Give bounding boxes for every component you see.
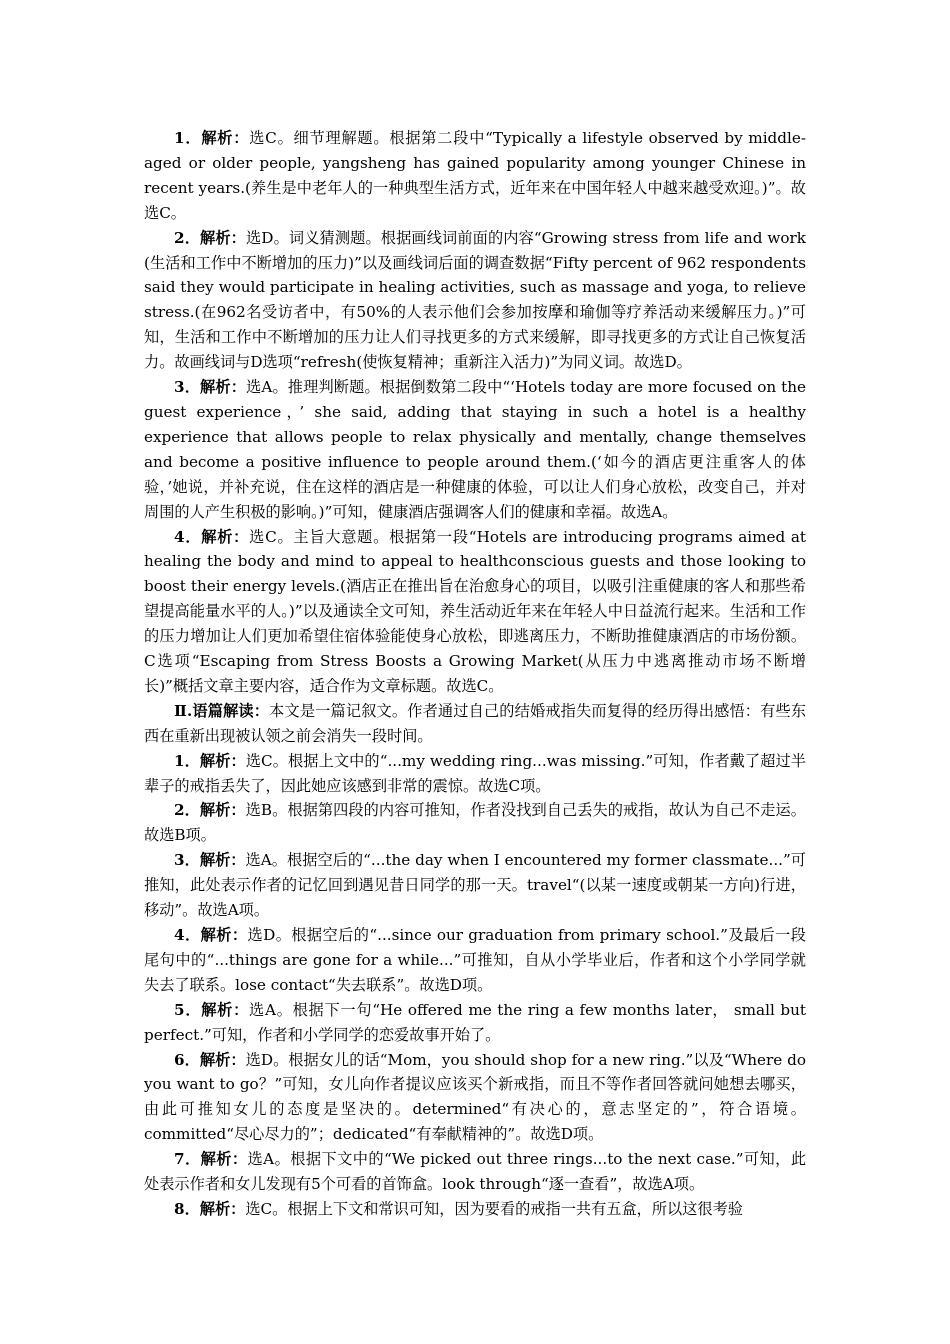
answer-label: 2．解析： <box>174 228 246 247</box>
answer-paragraph-3 <box>144 375 806 524</box>
answer-text: 选A。根据下一句“He offered me the ring a few months later， small but perfect.”可知，作者和小学同学的恋爱故事开始了。 <box>144 1000 806 1044</box>
answer-paragraph-10 <box>144 1048 806 1148</box>
answer-paragraph-1 <box>144 126 806 226</box>
section-label: Ⅱ.语篇解读： <box>174 701 270 720</box>
answer-label: 1．解析： <box>174 129 250 147</box>
answer-paragraph-8 <box>144 923 806 998</box>
summary-text: 本文是一篇记叙文。作者通过自己的结婚戒指失而复得的经历得出感悟：有些东西在重新出现被认领之前会消失一段时间。 <box>144 701 806 745</box>
answer-paragraph-7 <box>144 848 806 923</box>
answer-label: 2．解析： <box>174 801 246 820</box>
answer-label: 1．解析： <box>174 751 246 770</box>
answer-label: 7．解析： <box>174 1150 248 1169</box>
answer-paragraph-6 <box>144 798 806 848</box>
answer-label: 8．解析： <box>174 1199 246 1218</box>
answer-paragraph-5 <box>144 749 806 799</box>
answer-text: 选C。细节理解题。根据第二段中“Typically a lifestyle observed by middle-aged or older people, yangsheng has gained popularity among younger Chinese in recent years.(养生是中老年人的一种典型生活方式，近年来在中国年轻人中越来越受欢迎。)”。故选C。 <box>144 129 806 222</box>
answer-label: 3．解析： <box>174 851 246 870</box>
answer-text: 选D。词义猜测题。根据画线词前面的内容“Growing stress from life and work (生活和工作中不断增加的压力)”以及画线词后面的调查数据“Fifty percent of 962 respondents said they would participate in healing activities, such as massage and yoga, to relieve stress.(在962名受访者中，有50%的人表示他们会参加按摩和瑜伽等疗养活动来缓解压力。)”可知，生活和工作中不断增加的压力让人们寻找更多的方式来缓解，即寻找更多的方式让自己恢复活力。故画线词与D选项“refresh(使恢复精神；重新注入活力)”为同义词。故选D。 <box>144 228 806 372</box>
answer-text: 选C。根据上下文和常识可知，因为要看的戒指一共有五盒，所以这很考验 <box>245 1199 743 1218</box>
answer-label: 5．解析： <box>174 1000 250 1019</box>
answer-label: 3．解析： <box>174 378 247 397</box>
answer-label: 6．解析： <box>174 1050 246 1069</box>
answer-paragraph-4 <box>144 525 806 699</box>
answer-text: 选C。根据上文中的“...my wedding ring...was missing.”可知，作者戴了超过半辈子的戒指丢失了，因此她应该感到非常的震惊。故选C项。 <box>144 751 806 795</box>
answer-paragraph-12 <box>144 1197 806 1222</box>
answer-paragraph-2 <box>144 226 806 375</box>
answer-text: 选C。主旨大意题。根据第一段“Hotels are introducing programs aimed at healing the body and mind to appeal to healthconscious guests and those looking to boost their energy levels.(酒店正在推出旨在治愈身心的项目，以吸引注重健康的客人和那些希望提高能量水平的人。)”以及通读全文可知，养生活动近年来在年轻人中日益流行起来。生活和工作的压力增加让人们更加希望住宿体验能使身心放松，即逃离压力，不断助推健康酒店的市场份额。C选项“Escaping from Stress Boosts a Growing Market(从压力中逃离推动市场不断增长)”概括文章主要内容，适合作为文章标题。故选C。 <box>144 527 806 695</box>
answer-text: 选A。根据下文中的“We picked out three rings...to the next case.”可知，此处表示作者和女儿发现有5个可看的首饰盒。look through“逐一查看”，故选A项。 <box>144 1150 807 1194</box>
answer-text: 选B。根据第四段的内容可推知，作者没找到自己丢失的戒指，故认为自己不走运。故选B项。 <box>144 801 806 845</box>
answer-document <box>144 126 806 1222</box>
answer-text: 选A。推理判断题。根据倒数第二段中“‘Hotels today are more focused on the guest experience，’ she said, adding that staying in such a hotel is a healthy experience that allows people to relax physically and mentally, change themselves and become a positive influence to people around them.(‘如今的酒店更注重客人的体验，’她说，并补充说，住在这样的酒店是一种健康的体验，可以让人们身心放松，改变自己，并对周围的人产生积极的影响。)”可知，健康酒店强调客人们的健康和幸福。故选A。 <box>144 378 806 521</box>
answer-paragraph-11 <box>144 1147 806 1197</box>
answer-label: 4．解析： <box>174 527 250 546</box>
answer-text: 选D。根据女儿的话“Mom，you should shop for a new ring.”以及“Where do you want to go？”可知，女儿向作者提议应该买个新戒指，而且不等作者回答就问她想去哪买，由此可推知女儿的态度是坚决的。determined“有决心的，意志坚定的”，符合语境。committed“尽心尽力的”；dedicated“有奉献精神的”。故选D项。 <box>144 1050 806 1144</box>
answer-text: 选D。根据空后的“...since our graduation from primary school.”及最后一段尾句中的“...things are gone for a while...”可推知，自从小学毕业后，作者和这个小学同学就失去了联系。lose contact“失去联系”。故选D项。 <box>144 926 806 994</box>
passage-summary-paragraph <box>144 699 806 749</box>
answer-text: 选A。根据空后的“...the day when I encountered my former classmate...”可推知，此处表示作者的记忆回到遇见昔日同学的那一天。travel“(以某一速度或朝某一方向)行进，移动”。故选A项。 <box>144 851 806 920</box>
answer-paragraph-9 <box>144 998 806 1048</box>
answer-label: 4．解析： <box>174 926 248 944</box>
